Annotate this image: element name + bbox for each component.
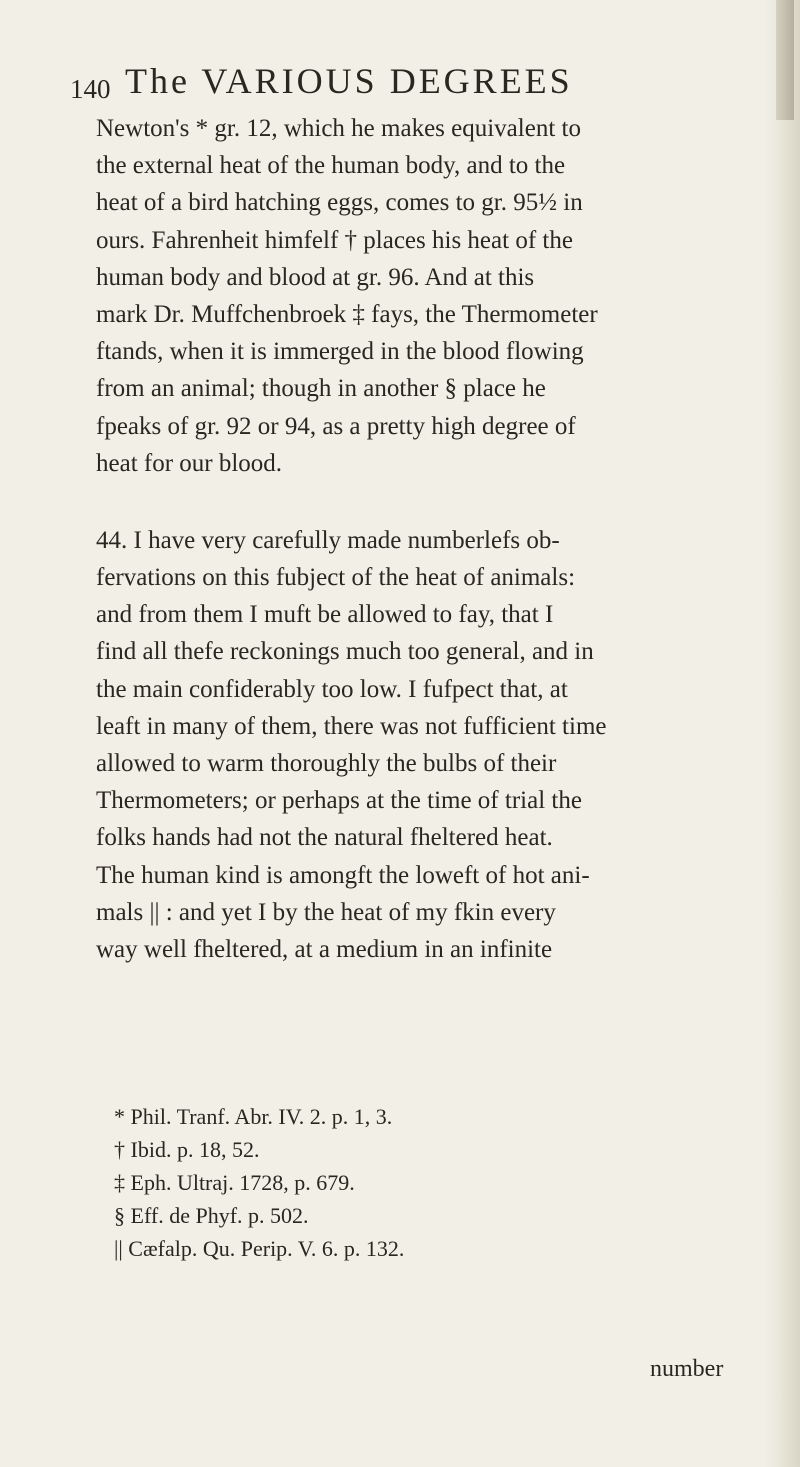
- text-line: fervations on this fubject of the heat of animals:: [96, 564, 576, 592]
- footnote: § Eff. de Phyf. p. 502.: [114, 1203, 309, 1228]
- text-line: the main confiderably too low. I fufpect that, at: [96, 675, 568, 703]
- paragraph-gap: [96, 482, 756, 522]
- running-title: The VARIOUS DEGREES: [125, 61, 573, 101]
- text-line: way well fheltered, at a medium in an infinite: [96, 935, 553, 963]
- page-edge-shadow: [776, 0, 794, 120]
- text-line: the external heat of the human body, and to the: [96, 152, 566, 180]
- text-line: mals || : and yet I by the heat of my fkin every: [96, 898, 556, 926]
- text-line: heat of a bird hatching eggs, comes to gr. 95½ in: [96, 189, 583, 217]
- text-line: mark Dr. Muffchenbroek ‡ fays, the Thermometer: [96, 300, 598, 328]
- footnote: † Ibid. p. 18, 52.: [114, 1137, 260, 1162]
- text-line: from an animal; though in another § place he: [96, 375, 546, 403]
- text-line: fpeaks of gr. 92 or 94, as a pretty high degree of: [96, 412, 576, 440]
- footnotes: [114, 1100, 734, 1265]
- body-text: [96, 110, 756, 968]
- text-line: 44. I have very carefully made numberlefs ob-: [96, 526, 560, 554]
- text-line: ftands, when it is immerged in the blood flowing: [96, 338, 584, 366]
- text-line: folks hands had not the natural fheltered heat.: [96, 824, 553, 852]
- text-line: The human kind is amongft the loweft of hot ani-: [96, 861, 590, 889]
- text-line: Thermometers; or perhaps at the time of trial the: [96, 787, 582, 815]
- text-line: allowed to warm thoroughly the bulbs of their: [96, 750, 557, 777]
- text-line: find all thefe reckonings much too general, and in: [96, 638, 594, 666]
- footnote: ‡ Eph. Ultraj. 1728, p. 679.: [114, 1170, 355, 1195]
- page-number: 140: [70, 74, 111, 104]
- page-edge: [766, 0, 800, 1467]
- text-line: Newton's * gr. 12, which he makes equivalent to: [96, 115, 581, 142]
- text-line: human body and blood at gr. 96. And at this: [96, 263, 535, 291]
- text-line: heat for our blood.: [96, 449, 283, 477]
- footnote: || Cæfalp. Qu. Perip. V. 6. p. 132.: [114, 1236, 405, 1261]
- text-line: leaft in many of them, there was not fufficient time: [96, 712, 607, 740]
- catchword: number: [650, 1356, 724, 1382]
- text-line: and from them I muft be allowed to fay, that I: [96, 601, 554, 629]
- text-line: ours. Fahrenheit himfelf † places his heat of the: [96, 226, 573, 254]
- page-header: [70, 52, 770, 102]
- footnote: * Phil. Tranf. Abr. IV. 2. p. 1, 3.: [114, 1104, 393, 1129]
